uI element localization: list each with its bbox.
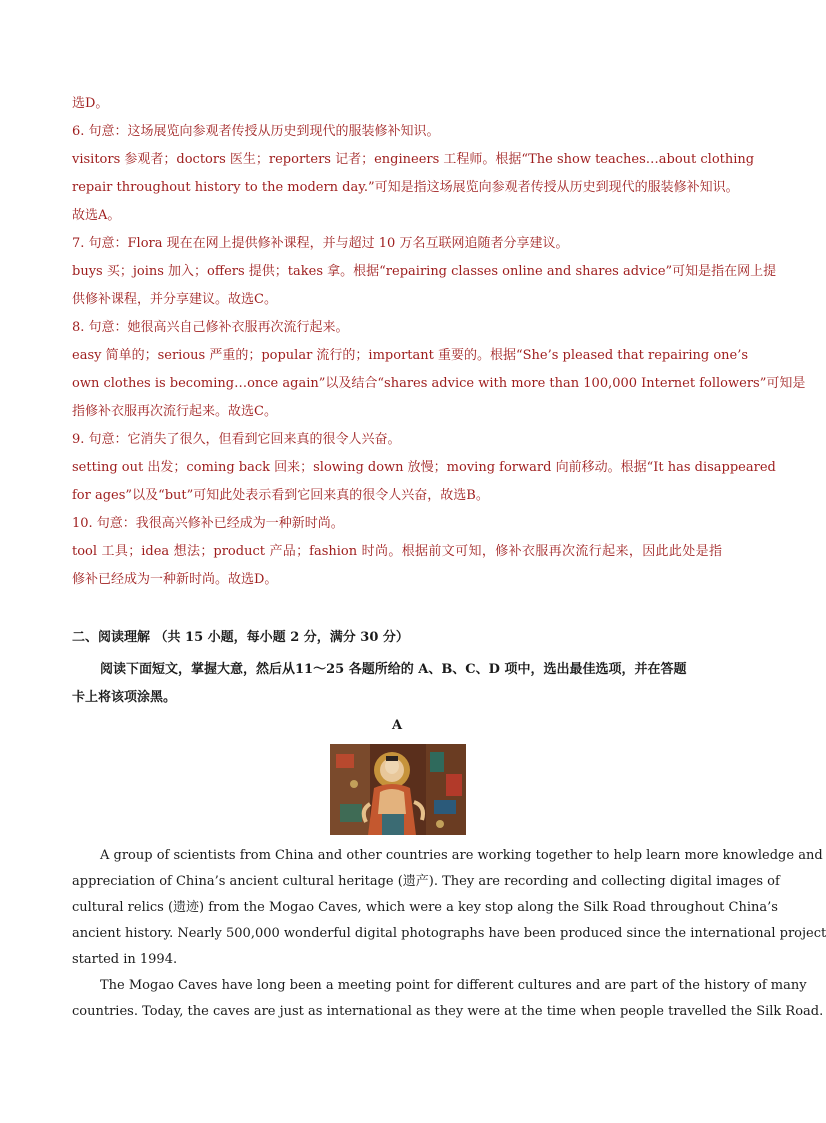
section-heading: 二、阅读理解 （共 15 小题，每小题 2 分，满分 30 分）	[72, 630, 409, 645]
answer-line: 8. 句意：她很高兴自己修补衣服再次流行起来。	[72, 320, 349, 335]
passage-line: appreciation of China’s ancient cultural heritage (遗产). They are recording and collecting digital images of	[72, 874, 780, 889]
answer-line: 选D。	[72, 96, 109, 111]
answer-line: setting out 出发；coming back 回来；slowing down 放慢；moving forward 向前移动。根据“It has disappeared	[72, 460, 776, 475]
passage-line: A group of scientists from China and other countries are working together to help learn more knowledge and	[100, 848, 823, 863]
section-instruction: 阅读下面短文，掌握大意，然后从11～25 各题所给的 A、B、C、D 项中，选出最佳选项，并在答题	[100, 662, 687, 677]
answer-line: 修补已经成为一种新时尚。故选D。	[72, 572, 278, 587]
answer-line: tool 工具；idea 想法；product 产品；fashion 时尚。根据前文可知，修补衣服再次流行起来，因此此处是指	[72, 544, 722, 559]
mogao-mural-image	[330, 744, 466, 835]
passage-label: A	[391, 718, 403, 733]
mural-illustration	[330, 744, 466, 835]
passage-line: started in 1994.	[72, 952, 178, 967]
answer-line: 指修补衣服再次流行起来。故选C。	[72, 404, 277, 419]
answer-line: 9. 句意：它消失了很久，但看到它回来真的很令人兴奋。	[72, 432, 401, 447]
answer-line: 供修补课程，并分享建议。故选C。	[72, 292, 277, 307]
answer-line: repair throughout history to the modern day.”可知是指这场展览向参观者传授从历史到现代的服装修补知识。	[72, 180, 739, 195]
passage-line: countries. Today, the caves are just as international as they were at the time when people travelled the Silk Road.	[72, 1004, 824, 1019]
section-instruction: 卡上将该项涂黑。	[72, 690, 177, 705]
answer-line: 10. 句意：我很高兴修补已经成为一种新时尚。	[72, 516, 344, 531]
answer-line: for ages”以及“but”可知此处表示看到它回来真的很令人兴奋，故选B。	[72, 488, 489, 503]
answer-line: 故选A。	[72, 208, 121, 223]
answer-line: visitors 参观者；doctors 医生；reporters 记者；engineers 工程师。根据“The show teaches…about clothing	[72, 152, 755, 167]
passage-line: The Mogao Caves have long been a meeting point for different cultures and are part of the history of many	[100, 978, 807, 993]
answer-line: 7. 句意：Flora 现在在网上提供修补课程，并与超过 10 万名互联网追随者分享建议。	[72, 236, 569, 251]
answer-line: 6. 句意：这场展览向参观者传授从历史到现代的服装修补知识。	[72, 124, 440, 139]
answer-line: easy 简单的；serious 严重的；popular 流行的；important 重要的。根据“She’s pleased that repairing one’s	[72, 348, 749, 363]
passage-line: ancient history. Nearly 500,000 wonderful digital photographs have been produced since the international project	[72, 926, 826, 941]
passage-line: cultural relics (遗迹) from the Mogao Caves, which were a key stop along the Silk Road throughout China’s	[72, 900, 778, 915]
answer-line: own clothes is becoming…once again”以及结合“shares advice with more than 100,000 Internet followers”可知是	[72, 376, 806, 391]
answer-line: buys 买；joins 加入；offers 提供；takes 拿。根据“repairing classes online and shares advice”可知是指在网上提	[72, 264, 777, 279]
